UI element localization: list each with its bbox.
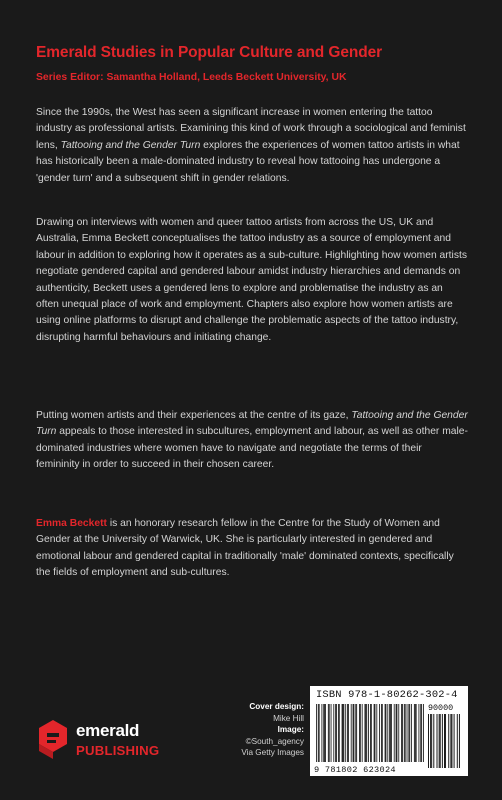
isbn-text: ISBN 978-1-80262-302-4	[316, 689, 458, 701]
blurb-paragraph-1	[36, 105, 468, 187]
author-bio-text: is an honorary research fellow in the Centre for the Study of Women and Gender at the University of Warwick, UK. She is particularly interested in gendered and emotional labour and gendered capital in traditionally 'male' dominated contexts, specifically the fields of employment and sub-cultures.	[36, 518, 454, 579]
blurb-text: appeals to those interested in subcultures, employment and labour, as well as other male-dominated industries where women have to navigate and negotiate the terms of their femininity in order to succeed in their chosen career.	[36, 426, 468, 471]
author-name: Emma Beckett	[36, 518, 107, 529]
author-bio	[36, 516, 468, 582]
book-title-italic: Putting women artists and their experiences at the centre of its gaze,	[36, 410, 352, 421]
book-title-italic: Tattooing and the Gender Turn	[36, 410, 468, 438]
publisher-logo	[36, 715, 186, 765]
cover-design-value: Mike Hill	[273, 713, 304, 723]
image-credit-line-2: Via Getty Images	[241, 748, 304, 758]
publisher-name: emerald	[76, 721, 140, 740]
barcode-bars	[316, 704, 462, 768]
book-title-italic: Tattooing and the Gender Turn	[60, 139, 201, 151]
series-editor: Series Editor: Samantha Holland, Leeds Beckett University, UK	[36, 72, 347, 83]
publisher-subname: PUBLISHING	[76, 743, 160, 758]
cover-credits	[236, 701, 304, 759]
series-title: Emerald Studies in Popular Culture and Gender	[36, 44, 383, 61]
blurb-paragraph-2: Drawing on interviews with women and queer tattoo artists from across the US, UK and Australia, Emma Beckett conceptualises the tattoo industry as a source of employment and labour in addition to exploring how it operates as a sub-culture. Highlighting how women artists negotiate gendered capital and gendered labour amidst industry hierarchies and demands on authenticity, Beckett uses a gendered lens to explore and problematise the industry as an often unequal place of work and employment. Chapters also explore how women artists are using online platforms to disrupt and challenge the problematic aspects of the tattoo industry, disrupting harmful behaviours and initiating change.	[36, 217, 467, 343]
blurb-text: Since the 1990s, the West has seen a significant increase in women entering the tattoo industry as professional artists. Examining this kind of work through a sociological and feminist lens,	[36, 107, 466, 151]
image-label: Image:	[277, 725, 304, 735]
ean-number: 9 781802 623024	[314, 765, 396, 775]
barcode	[310, 686, 468, 776]
price-addon: 90000	[428, 703, 454, 713]
blurb-text: explores the experiences of women tattoo artists in what has historically been a male-dominated industry to reveal how tattooing has undergone a 'gender turn' and a subsequent shift in gender relations.	[36, 139, 460, 184]
cover-design-label: Cover design:	[249, 702, 304, 711]
emerald-logo-icon	[36, 717, 70, 761]
image-credit-line-1: ©South_agency	[245, 736, 304, 746]
blurb-paragraph-3	[36, 408, 468, 474]
